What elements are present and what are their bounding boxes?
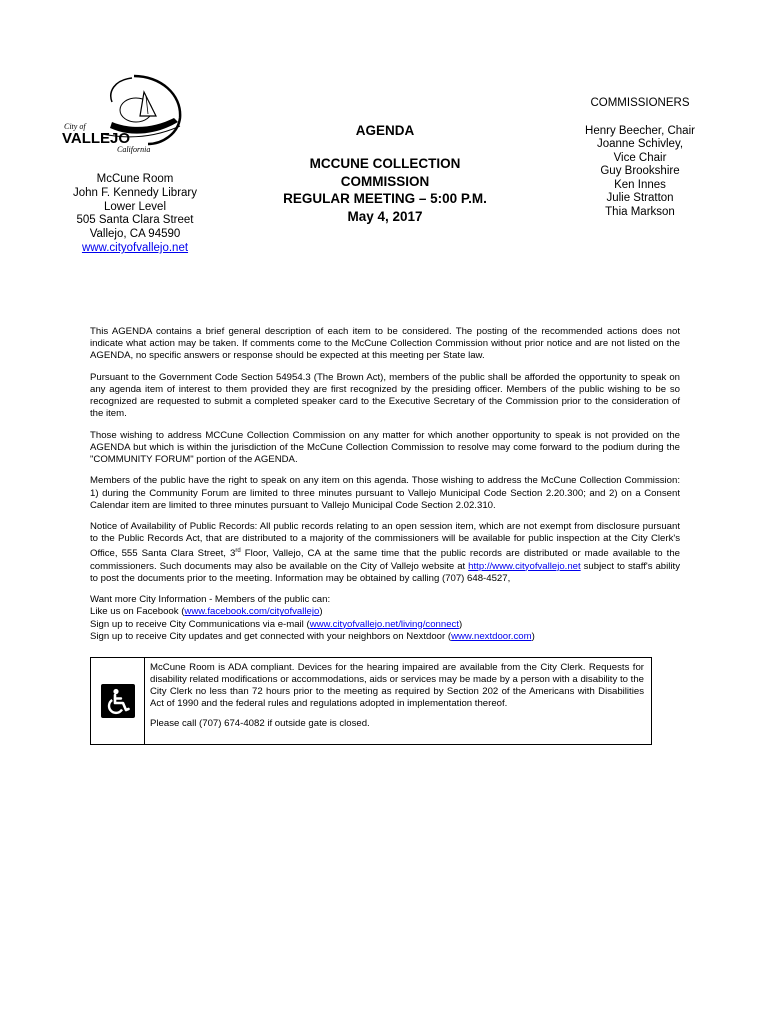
logo-city-name: VALLEJO	[62, 130, 131, 147]
ada-notice-text	[145, 658, 651, 744]
facebook-text: Like us on Facebook (	[90, 606, 185, 618]
location-line: Lower Level	[103, 200, 166, 213]
city-logo	[62, 70, 190, 158]
commissioner-name: Vice Chair	[613, 151, 667, 164]
location-line: John F. Kennedy Library	[72, 186, 198, 199]
commissioners-list	[575, 97, 705, 219]
notice-text: Floor, Vallejo, CA at the same time that the public records are distributed or made available to the commissioners. Such documents may also be available on the City of Vallejo website at	[90, 548, 680, 572]
intro-paragraph: This AGENDA contains a brief general description of each item to be considered. The posting of the recommended actions does not indicate what action may be taken. If comments come to the McCune Collection Commission without prior notice and are not listed on the AGENDA, no specific answers or response should be expected at this meeting per State law.	[90, 326, 680, 362]
communications-text: Sign up to receive City Communications via e-mail (	[90, 618, 310, 630]
ada-compliance-text: McCune Room is ADA compliant. Devices for the hearing impaired are available from the City Clerk. Requests for disability related modifications or accommodations, aids or services may be made by a person with a disability to the City Clerk no less than 72 hours prior to the meeting as required by Section 202 of the Americans with Disabilities Act of 1990 and the federal rules and regulations adopted in implementation thereof.	[150, 662, 644, 710]
notice-sup: rd	[235, 548, 241, 555]
commissioner-name: Julie Stratton	[606, 192, 674, 204]
public-records-notice	[90, 521, 680, 585]
location-line: Vallejo, CA 94590	[89, 228, 181, 241]
agenda-heading: AGENDA	[355, 123, 415, 138]
commissioner-name: Thia Markson	[605, 205, 675, 218]
brown-act-paragraph: Pursuant to the Government Code Section 54954.3 (The Brown Act), members of the public shall be afforded the opportunity to speak on any agenda item of interest to them provided they are first recognized by the presiding officer. Members of the public wishing to be so recognized are requested to submit a completed speaker card to the Executive Secretary of the Commission prior to the consideration of the item.	[90, 371, 680, 420]
more-info-section	[90, 594, 680, 642]
city-website-records-link[interactable]: http://www.cityofvallejo.net	[468, 560, 581, 572]
logo-city-of: City of	[64, 122, 86, 131]
title-line: REGULAR MEETING – 5:00 P.M.	[283, 191, 487, 206]
facebook-text-end: )	[319, 606, 323, 618]
nextdoor-link[interactable]: www.nextdoor.com	[451, 630, 532, 642]
commissioner-name: Joanne Schivley,	[596, 138, 684, 150]
title-line: COMMISSION	[340, 173, 430, 189]
meeting-date: May 4, 2017	[347, 208, 423, 224]
speaking-limits-paragraph: Members of the public have the right to speak on any item on this agenda. Those wishing to address the McCune Collection Commission: 1) during the Community Forum are limited to three minutes pursuant to Vallejo Municipal Code Section 2.20.300; and 2) on a Consent Calendar item are limited to three minutes pursuant to Vallejo Municipal Code Section 2.02.310.	[90, 475, 680, 511]
city-website-link[interactable]: www.cityofvallejo.net	[81, 241, 189, 254]
facebook-line	[90, 606, 680, 618]
agenda-title-block	[255, 123, 515, 225]
notice-text: subject to staff's ability to post the documents prior to the meeting. Information may be obtained by calling (707) 648-4527,	[90, 560, 681, 584]
commissioners-heading: COMMISSIONERS	[590, 97, 690, 109]
community-forum-paragraph: Those wishing to address MCCune Collection Commission on any matter for which another opportunity to speak is not provided on the AGENDA but which is within the jurisdiction of the McCune Collection Commission to resolve may come forward to the podium during the "COMMUNITY FORUM" portion of the AGENDA.	[90, 429, 680, 465]
meeting-location	[60, 173, 210, 256]
commissioner-name: Henry Beecher, Chair	[585, 124, 695, 137]
ada-icon-cell	[91, 658, 145, 744]
wheelchair-accessibility-icon	[101, 684, 135, 718]
agenda-body	[90, 326, 680, 643]
commissioner-name: Guy Brookshire	[600, 165, 680, 177]
logo-state: California	[117, 145, 151, 154]
location-line: 505 Santa Clara Street	[76, 214, 194, 227]
communications-line	[90, 619, 680, 631]
gate-closed-note: Please call (707) 674-4082 if outside gate is closed.	[150, 718, 370, 730]
location-line: McCune Room	[96, 173, 174, 185]
nextdoor-text: Sign up to receive City updates and get connected with your neighbors on Nextdoor (	[90, 630, 452, 642]
more-info-heading: Want more City Information - Members of the public can:	[90, 594, 331, 606]
nextdoor-text-end: )	[531, 630, 535, 642]
communications-link[interactable]: www.cityofvallejo.net/living/connect	[309, 618, 459, 630]
facebook-link[interactable]: www.facebook.com/cityofvallejo	[184, 606, 320, 618]
commissioner-name: Ken Innes	[614, 178, 666, 191]
notice-text: Notice of Availability of Public Records: All public records relating to an open session item, which are not exempt from disclosure pursuant to the Public Records Act, that are distributed to a majority of the commissioners will be available for public inspection at the City Clerk's Office, 555 Santa Clara Street, 3	[90, 521, 680, 560]
ada-notice-box	[90, 657, 652, 745]
title-line: MCCUNE COLLECTION	[309, 156, 461, 171]
communications-text-end: )	[459, 618, 463, 630]
nextdoor-line	[90, 631, 680, 643]
